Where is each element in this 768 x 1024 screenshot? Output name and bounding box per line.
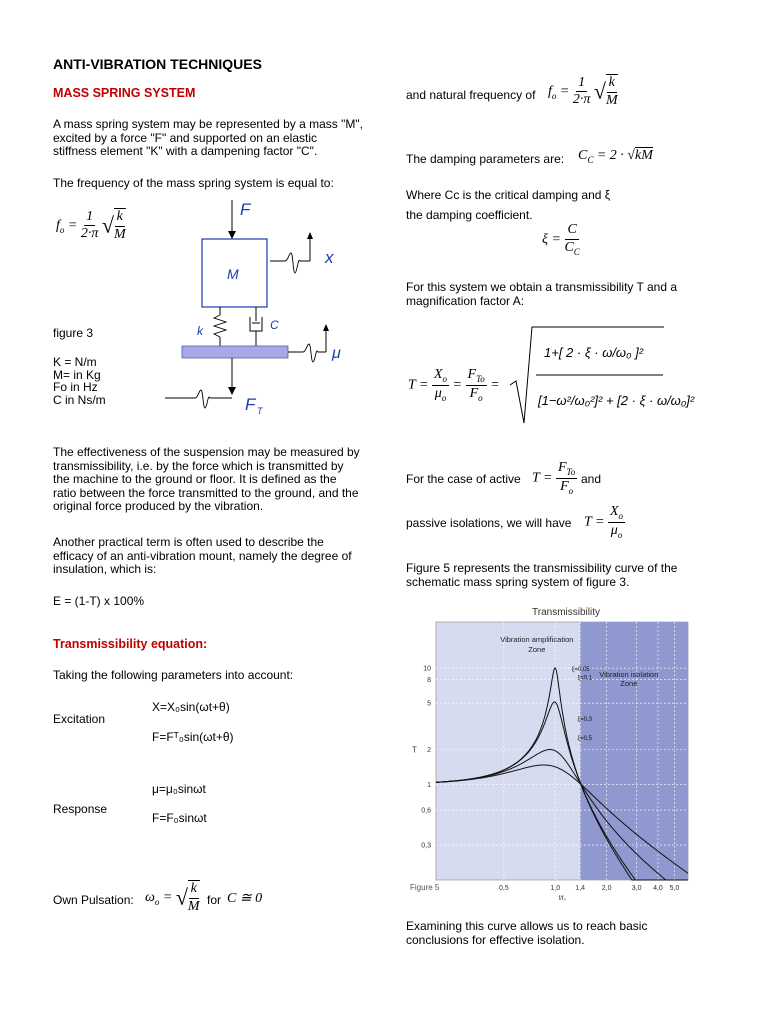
damping-parameters-text: The damping parameters are:: [406, 152, 565, 166]
k-label: k: [197, 324, 203, 338]
curve-label: ξ=0,05: [571, 666, 590, 673]
radical-sign: [508, 325, 695, 425]
ft-subscript: T: [257, 406, 263, 416]
chart-title: Transmissibility: [532, 607, 600, 618]
effectiveness-paragraph: The effectiveness of the suspension may be measured by transmissibility, i.e. by the force which is transmitted by the machine to the ground or floor. It is defined as the ratio between the force transmitted to the ground, and the original force produced by the vibration.: [53, 445, 360, 513]
own-pulsation-for: for: [207, 893, 222, 907]
e-formula: E = (1-T) x 100%: [53, 594, 145, 608]
transmissibility-chart: [402, 600, 710, 908]
passive-formula: T = $\frac{X_o}{\mu_o}$: [584, 504, 624, 540]
isolation-zone-label: Vibration isolation: [599, 670, 659, 679]
amplification-zone-label-line2: Zone: [528, 645, 546, 654]
own-pulsation-condition: C ≅ 0: [227, 891, 263, 906]
x-tick-label: 4,0: [653, 885, 663, 892]
damping-coefficient-text: the damping coefficient.: [406, 208, 533, 222]
frequency-formula: $f_o$ = $\frac{1}{2\cdot\pi}$ √ $\frac{k}{M}$: [56, 208, 126, 242]
y-tick-label: 0,3: [421, 842, 431, 850]
curve-label: ξ=0,1: [577, 675, 593, 682]
x-tick-label: 1,0: [550, 885, 561, 892]
unit-m: M= in Kg: [53, 367, 101, 382]
natural-frequency-text: and natural frequency of: [406, 88, 536, 102]
y-tick-label: 0,6: [421, 807, 431, 815]
svg-text:1+[ 2 · ξ · ω/ω₀ ]²: 1+[ 2 · ξ · ω/ω₀ ]²: [544, 345, 644, 360]
mu-label: μ: [332, 345, 341, 362]
svg-text:[1−ω²/ω₀²]² + [2 · ξ · ω/ω₀]²: [1−ω²/ω₀²]² + [2 · ξ · ω/ω₀]²: [538, 393, 695, 408]
isolation-zone-label-line2: Zone: [620, 679, 638, 688]
unit-fo: Fo in Hz: [53, 380, 98, 394]
system-text: For this system we obtain a transmissibility T and a magnification factor A:: [406, 280, 677, 308]
active-formula: T = $\frac{F_{To}}{F_o}$: [532, 460, 576, 496]
natural-frequency-formula: $f_o$ = $\frac{1}{2\cdot\pi}$ √ $\frac{k}{M}$: [548, 74, 618, 108]
mass-spring-diagram: [160, 195, 360, 420]
amplification-zone-label: Vibration amplification: [500, 635, 574, 644]
curve-label: ξ=0,5: [577, 736, 593, 743]
x-axis-label: f/f₀: [558, 896, 567, 902]
active-text-b: and: [581, 472, 602, 486]
own-pulsation-label: Own Pulsation:: [53, 893, 134, 907]
passive-text: passive isolations, we will have: [406, 516, 572, 530]
y-tick-label: 8: [427, 676, 431, 684]
figure-5-label: Figure 5: [410, 883, 440, 892]
y-tick-label: 5: [427, 700, 431, 708]
unit-k: K = N/m: [53, 355, 97, 369]
excitation-label: Excitation: [53, 712, 106, 726]
excitation-eq-1: X=X₀sin(ωt+θ): [152, 700, 230, 714]
curve-label: ξ=0,3: [577, 717, 593, 724]
mass-label: M: [227, 266, 239, 282]
xi-formula: ξ = $\frac{C}{C_C}$: [542, 222, 580, 257]
active-text-a: For the case of active: [406, 472, 521, 486]
y-tick-label: 2: [427, 746, 431, 754]
response-label: Response: [53, 802, 108, 816]
response-eq-2: F=F₀sinωt: [152, 811, 207, 825]
x-tick-label: 3,0: [631, 885, 642, 892]
response-eq-1: μ=μ₀sinωt: [152, 782, 206, 796]
transmissibility-formula: T = $\frac{X_o}{\mu_o}$ = $\frac{F_{To}}{F_o}$ = 1+[ 2 · ξ · ω/ω₀ ]² [1−ω²/ω₀²]² + [2 · ξ · ω/ω₀]²: [408, 325, 668, 425]
y-axis-label: T: [412, 745, 417, 755]
x-label: x: [325, 248, 334, 267]
x-tick-label: 2,0: [601, 885, 612, 892]
transmissibility-heading: Transmissibility equation:: [53, 637, 208, 651]
ft-label: F: [245, 395, 256, 414]
force-label: F: [240, 200, 251, 219]
section-heading-mass-spring: MASS SPRING SYSTEM: [53, 86, 196, 100]
own-pulsation-formula: $\omega_o$ = √ $\frac{k}{M}$: [145, 881, 200, 914]
x-tick-label: 0,5: [499, 885, 509, 892]
params-intro: Taking the following parameters into account:: [53, 668, 294, 682]
x-tick-label: 5,0: [669, 885, 680, 892]
where-text: Where Cc is the critical damping and ξ: [406, 188, 611, 202]
page-title: ANTI-VIBRATION TECHNIQUES: [53, 56, 262, 72]
y-tick-label: 1: [427, 781, 431, 789]
y-tick-label: 10: [423, 665, 431, 673]
figure-3-label: figure 3: [53, 326, 94, 340]
unit-c: C in Ns/m: [53, 392, 106, 407]
practical-paragraph: Another practical term is often used to describe the efficacy of an anti-vibration mount, namely the degree of insulation, which is:: [53, 535, 352, 576]
c-label: C: [270, 318, 279, 332]
intro-paragraph: A mass spring system may be represented by a mass "M", excited by a force "F" and supported on an elastic stiffness element "K" with a dampening factor "C".: [53, 117, 363, 158]
excitation-eq-2: F=Fᵀ₀sin(ωt+θ): [152, 730, 234, 744]
critical-damping-formula: $C_C = 2 \cdot √kM$: [578, 148, 653, 165]
units-list: [53, 356, 106, 406]
figure-5-description: Figure 5 represents the transmissibility curve of the schematic mass spring system of figure 3.: [406, 561, 678, 589]
x-tick-label: 1,4: [575, 885, 586, 892]
examining-text: Examining this curve allows us to reach basic conclusions for effective isolation.: [406, 919, 648, 947]
isolation-zone-shading: [580, 622, 688, 880]
frequency-intro: The frequency of the mass spring system is equal to:: [53, 176, 334, 190]
